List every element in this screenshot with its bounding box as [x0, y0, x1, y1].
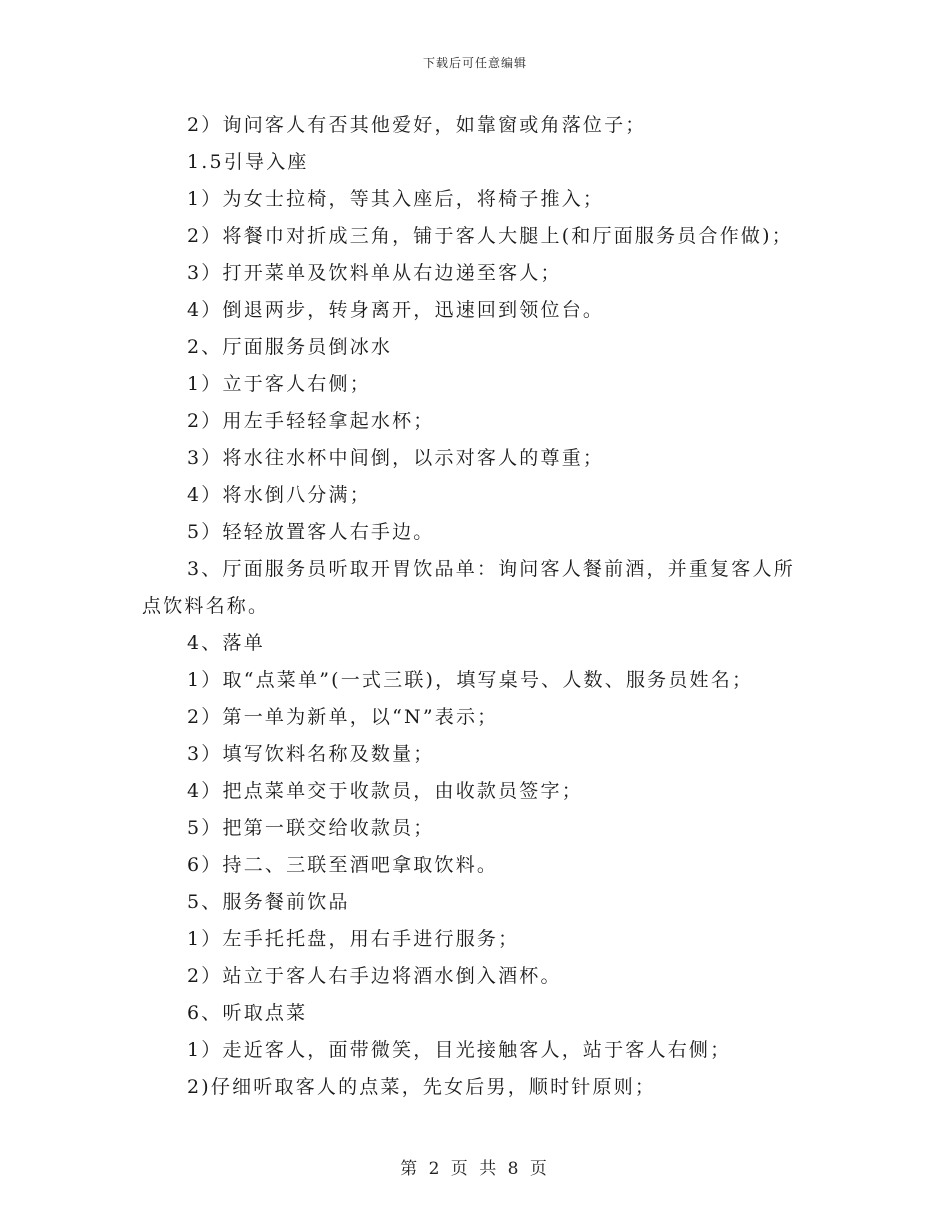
page-number-footer: 第 2 页 共 8 页	[400, 1159, 550, 1179]
body-line: 2）第一单为新单，以“N”表示；	[187, 706, 499, 728]
section-heading: 3、厅面服务员听取开胃饮品单：询问客人餐前酒，并重复客人所	[187, 558, 795, 580]
body-line: 2）站立于客人右手边将酒水倒入酒杯。	[187, 965, 562, 987]
document-body	[142, 107, 822, 1106]
body-line: 3）将水往水杯中间倒，以示对客人的尊重；	[187, 447, 605, 469]
body-line-continuation: 点饮料名称。	[142, 595, 270, 617]
body-line: 2)仔细听取客人的点菜，先女后男，顺时针原则；	[187, 1076, 657, 1098]
body-line: 4）倒退两步，转身离开，迅速回到领位台。	[187, 299, 605, 321]
body-line: 6）持二、三联至酒吧拿取饮料。	[187, 854, 499, 876]
section-heading: 1.5引导入座	[187, 151, 309, 173]
body-line: 1）取“点菜单”(一式三联)，填写桌号、人数、服务员姓名；	[187, 669, 754, 691]
body-line: 2）用左手轻轻拿起水杯；	[187, 410, 435, 432]
section-heading: 4、落单	[187, 632, 265, 654]
body-line: 3）打开菜单及饮料单从右边递至客人；	[187, 262, 562, 284]
body-line: 5）轻轻放置客人右手边。	[187, 521, 435, 543]
body-line: 2）将餐巾对折成三角，铺于客人大腿上(和厅面服务员合作做)；	[187, 225, 793, 247]
page-header-note: 下载后可任意编辑	[422, 56, 527, 70]
section-heading: 6、听取点菜	[187, 1002, 308, 1024]
body-line: 1）走近客人，面带微笑，目光接触客人，站于客人右侧；	[187, 1039, 732, 1061]
body-line: 1）左手托托盘，用右手进行服务；	[187, 928, 520, 950]
body-line: 5）把第一联交给收款员；	[187, 817, 435, 839]
body-line: 4）把点菜单交于收款员，由收款员签字；	[187, 780, 583, 802]
section-heading: 2、厅面服务员倒冰水	[187, 336, 393, 358]
body-line: 1）立于客人右侧；	[187, 373, 371, 395]
body-line: 1）为女士拉椅，等其入座后，将椅子推入；	[187, 188, 605, 210]
body-line: 4）将水倒八分满；	[187, 484, 371, 506]
section-heading: 5、服务餐前饮品	[187, 891, 350, 913]
body-line: 2）询问客人有否其他爱好，如靠窗或角落位子；	[187, 114, 647, 136]
body-line: 3）填写饮料名称及数量；	[187, 743, 435, 765]
